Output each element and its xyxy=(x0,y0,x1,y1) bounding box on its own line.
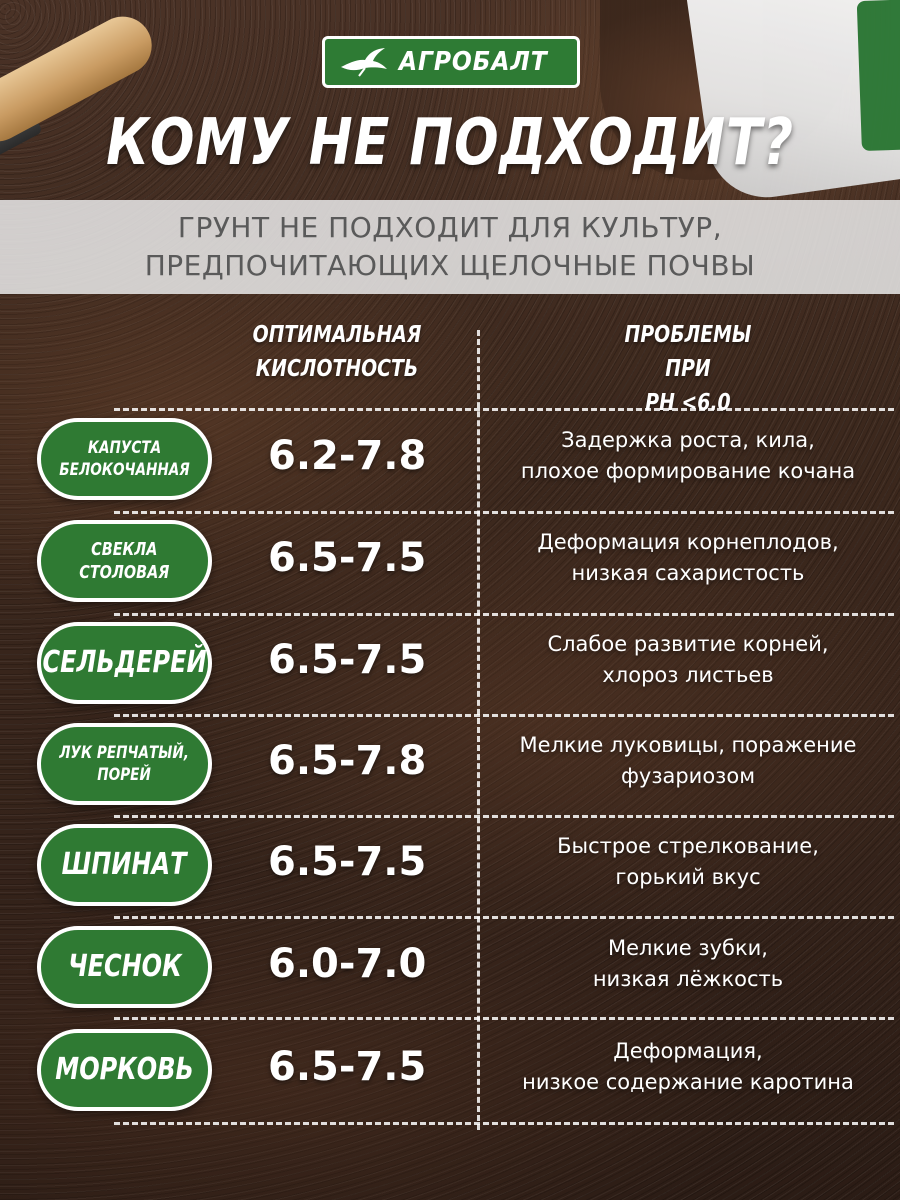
crop-badge xyxy=(37,418,212,500)
problem-line-2: горький вкус xyxy=(615,865,761,889)
ph-range: 6.5-7.5 xyxy=(268,1044,427,1090)
column-header-problems-line1: ПРОБЛЕМЫ ПРИ xyxy=(624,322,752,382)
problem-text xyxy=(488,730,888,792)
problem-text xyxy=(488,831,888,893)
ph-range: 6.2-7.8 xyxy=(268,433,427,479)
crop-row-spinach xyxy=(0,815,900,915)
problem-line-1: Задержка роста, кила, xyxy=(561,428,815,452)
ph-range: 6.5-7.8 xyxy=(268,738,427,784)
crop-name: КАПУСТА БЕЛОКОЧАННАЯ xyxy=(59,438,190,480)
crop-name: МОРКОВЬ xyxy=(55,1052,194,1087)
crop-name: СЕЛЬДЕРЕЙ xyxy=(42,645,207,680)
stork-icon xyxy=(339,45,389,79)
problem-line-2: хлороз листьев xyxy=(602,663,774,687)
crop-row-garlic xyxy=(0,917,900,1017)
problem-line-1: Мелкие луковицы, поражение xyxy=(519,733,857,757)
ph-range: 6.5-7.5 xyxy=(268,535,427,581)
crop-badge xyxy=(37,520,212,602)
problem-text xyxy=(488,527,888,589)
ph-range: 6.5-7.5 xyxy=(268,839,427,885)
crop-row-celery xyxy=(0,613,900,713)
column-header-acidity xyxy=(251,318,423,386)
problem-line-2: низкая лёжкость xyxy=(592,967,784,991)
problem-line-1: Деформация, xyxy=(613,1039,763,1063)
problem-text xyxy=(488,933,888,995)
problem-line-1: Быстрое стрелкование, xyxy=(557,834,819,858)
problem-line-1: Деформация корнеплодов, xyxy=(537,530,839,554)
problem-line-1: Слабое развитие корней, xyxy=(547,632,829,656)
brand-logo xyxy=(322,36,580,88)
crop-name: СВЕКЛА СТОЛОВАЯ xyxy=(79,539,170,583)
crop-badge xyxy=(37,1029,212,1111)
problem-text xyxy=(488,425,888,487)
subtitle-band xyxy=(0,200,900,294)
subtitle-line-1: ГРУНТ НЕ ПОДХОДИТ ДЛЯ КУЛЬТУР, xyxy=(177,211,723,244)
crop-badge xyxy=(37,622,212,704)
column-header-problems-line2: PH <6.0 xyxy=(645,390,731,416)
crop-badge xyxy=(37,824,212,906)
ph-range: 6.5-7.5 xyxy=(268,637,427,683)
problem-line-2: низкая сахаристость xyxy=(571,561,805,585)
crop-name: ЛУК РЕПЧАТЫЙ, ПОРЕЙ xyxy=(59,743,190,785)
page-title: КОМУ НЕ ПОДХОДИТ? xyxy=(106,106,794,180)
column-header-acidity-line1: ОПТИМАЛЬНАЯ xyxy=(252,322,422,348)
crop-badge xyxy=(37,926,212,1008)
crop-row-cabbage xyxy=(0,409,900,509)
problem-text xyxy=(488,629,888,691)
crop-row-beet xyxy=(0,511,900,611)
column-header-problems xyxy=(606,318,770,420)
row-divider xyxy=(114,1122,894,1125)
crop-name: ЧЕСНОК xyxy=(67,949,182,984)
problem-line-2: фузариозом xyxy=(620,764,756,788)
ph-range: 6.0-7.0 xyxy=(268,941,427,987)
brand-name: АГРОБАЛТ xyxy=(399,47,548,77)
problem-text xyxy=(488,1036,888,1098)
crop-row-carrot xyxy=(0,1020,900,1120)
problem-line-2: плохое формирование кочана xyxy=(520,459,856,483)
crop-name: ШПИНАТ xyxy=(62,847,187,882)
crop-row-onion xyxy=(0,714,900,814)
subtitle-line-2: ПРЕДПОЧИТАЮЩИХ ЩЕЛОЧНЫЕ ПОЧВЫ xyxy=(144,249,756,282)
problem-line-1: Мелкие зубки, xyxy=(608,936,768,960)
column-header-acidity-line2: КИСЛОТНОСТЬ xyxy=(255,356,419,382)
crop-badge xyxy=(37,723,212,805)
problem-line-2: низкое содержание каротина xyxy=(522,1070,854,1094)
